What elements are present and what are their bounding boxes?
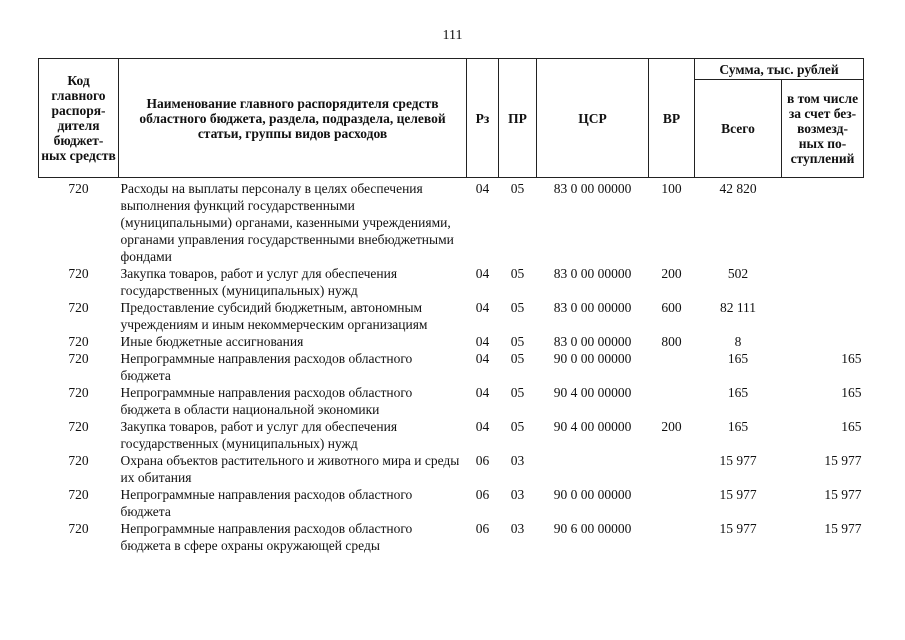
cell-code: 720 xyxy=(68,385,89,400)
cell-pr: 05 xyxy=(510,385,525,400)
cell-code: 720 xyxy=(68,351,89,366)
cell-vr xyxy=(649,520,695,554)
cell-free: 165 xyxy=(841,385,862,400)
cell-csr: 83 0 00 00000 xyxy=(553,334,632,349)
cell-rz: 04 xyxy=(475,385,490,400)
cell-name: Непрограммные направления расходов областного бюджета в сфере охраны окружающей среды xyxy=(120,521,413,553)
table-row xyxy=(39,265,864,299)
cell-name: Предоставление субсидий бюджетным, автономным учреждениям и иным некоммерческим организациям xyxy=(120,300,428,332)
cell-code: 720 xyxy=(68,300,89,315)
cell-free: 15 977 xyxy=(824,487,862,502)
table-row xyxy=(39,486,864,520)
cell-total: 502 xyxy=(727,266,749,281)
cell-total: 165 xyxy=(727,419,749,434)
cell-name: Непрограммные направления расходов областного бюджета xyxy=(120,487,413,519)
table-row xyxy=(39,520,864,554)
cell-name: Расходы на выплаты персоналу в целях обеспечения выполнения функций государственными (муниципальными) органами, казенными учреждениями, органами управления государственными внебюджетными фондами xyxy=(120,181,454,264)
cell-csr: 90 4 00 00000 xyxy=(553,419,632,434)
cell-total: 82 111 xyxy=(719,300,757,315)
cell-vr: 600 xyxy=(661,300,682,315)
cell-name: Непрограммные направления расходов областного бюджета в области национальной экономики xyxy=(120,385,413,417)
cell-name: Закупка товаров, работ и услуг для обеспечения государственных (муниципальных) нужд xyxy=(120,266,398,298)
cell-free xyxy=(782,333,864,350)
cell-free: 15 977 xyxy=(824,521,862,536)
header-name: Наименование главного распорядителя средств областного бюджета, раздела, подраздела, целевой статьи, группы видов расходов xyxy=(119,59,467,178)
table-header xyxy=(39,59,864,178)
table-row xyxy=(39,178,864,266)
cell-rz: 04 xyxy=(475,419,490,434)
cell-pr: 03 xyxy=(510,487,525,502)
cell-rz: 04 xyxy=(475,351,490,366)
cell-vr: 100 xyxy=(661,181,682,196)
table-row xyxy=(39,350,864,384)
cell-vr: 800 xyxy=(661,334,682,349)
cell-total: 15 977 xyxy=(719,453,757,468)
cell-code: 720 xyxy=(68,266,89,281)
cell-vr xyxy=(649,486,695,520)
cell-free: 15 977 xyxy=(824,453,862,468)
cell-vr: 200 xyxy=(661,266,682,281)
cell-free xyxy=(782,178,864,266)
cell-free: 165 xyxy=(841,351,862,366)
cell-total: 8 xyxy=(734,334,742,349)
cell-total: 15 977 xyxy=(719,521,757,536)
cell-csr: 90 4 00 00000 xyxy=(553,385,632,400)
header-total: Всего xyxy=(695,80,782,178)
cell-name: Иные бюджетные ассигнования xyxy=(120,334,304,349)
header-sum: Сумма, тыс. рублей xyxy=(695,59,864,80)
cell-vr xyxy=(649,452,695,486)
cell-pr: 05 xyxy=(510,334,525,349)
table-row xyxy=(39,418,864,452)
cell-csr xyxy=(537,452,649,486)
header-code: Код главного распоря- дителя бюджет- ных средств xyxy=(39,59,119,178)
cell-rz: 04 xyxy=(475,300,490,315)
cell-name: Закупка товаров, работ и услуг для обеспечения государственных (муниципальных) нужд xyxy=(120,419,398,451)
cell-code: 720 xyxy=(68,453,89,468)
cell-pr: 05 xyxy=(510,419,525,434)
cell-pr: 05 xyxy=(510,181,525,196)
page-number: 111 xyxy=(442,28,463,43)
cell-name: Охрана объектов растительного и животного мира и среды их обитания xyxy=(120,453,460,485)
cell-pr: 05 xyxy=(510,300,525,315)
cell-free xyxy=(782,265,864,299)
budget-table xyxy=(38,58,864,554)
cell-csr: 83 0 00 00000 xyxy=(553,300,632,315)
cell-csr: 83 0 00 00000 xyxy=(553,181,632,196)
cell-rz: 06 xyxy=(475,521,490,536)
table-row xyxy=(39,452,864,486)
cell-code: 720 xyxy=(68,419,89,434)
cell-code: 720 xyxy=(68,181,89,196)
cell-pr: 05 xyxy=(510,266,525,281)
header-csr: ЦСР xyxy=(537,59,649,178)
cell-code: 720 xyxy=(68,521,89,536)
header-rz: Рз xyxy=(467,59,499,178)
table-body xyxy=(39,178,864,555)
cell-total: 165 xyxy=(727,385,749,400)
table-row xyxy=(39,299,864,333)
cell-total: 15 977 xyxy=(719,487,757,502)
cell-name: Непрограммные направления расходов областного бюджета xyxy=(120,351,413,383)
cell-rz: 04 xyxy=(475,181,490,196)
cell-pr: 03 xyxy=(510,521,525,536)
cell-csr: 90 0 00 00000 xyxy=(553,351,632,366)
cell-free xyxy=(782,299,864,333)
cell-rz: 04 xyxy=(475,266,490,281)
cell-rz: 04 xyxy=(475,334,490,349)
cell-csr: 90 0 00 00000 xyxy=(553,487,632,502)
header-pr: ПР xyxy=(499,59,537,178)
table-row xyxy=(39,333,864,350)
cell-total: 165 xyxy=(727,351,749,366)
header-vr: ВР xyxy=(649,59,695,178)
cell-pr: 03 xyxy=(510,453,525,468)
cell-code: 720 xyxy=(68,487,89,502)
cell-code: 720 xyxy=(68,334,89,349)
table-row xyxy=(39,384,864,418)
cell-csr: 90 6 00 00000 xyxy=(553,521,632,536)
cell-rz: 06 xyxy=(475,453,490,468)
cell-csr: 83 0 00 00000 xyxy=(553,266,632,281)
cell-vr: 200 xyxy=(661,419,682,434)
header-free: в том числе за счет без- возмезд- ных по- ступлений xyxy=(782,80,864,178)
cell-rz: 06 xyxy=(475,487,490,502)
cell-free: 165 xyxy=(841,419,862,434)
cell-total: 42 820 xyxy=(719,181,757,196)
cell-pr: 05 xyxy=(510,351,525,366)
cell-vr xyxy=(649,384,695,418)
cell-vr xyxy=(649,350,695,384)
